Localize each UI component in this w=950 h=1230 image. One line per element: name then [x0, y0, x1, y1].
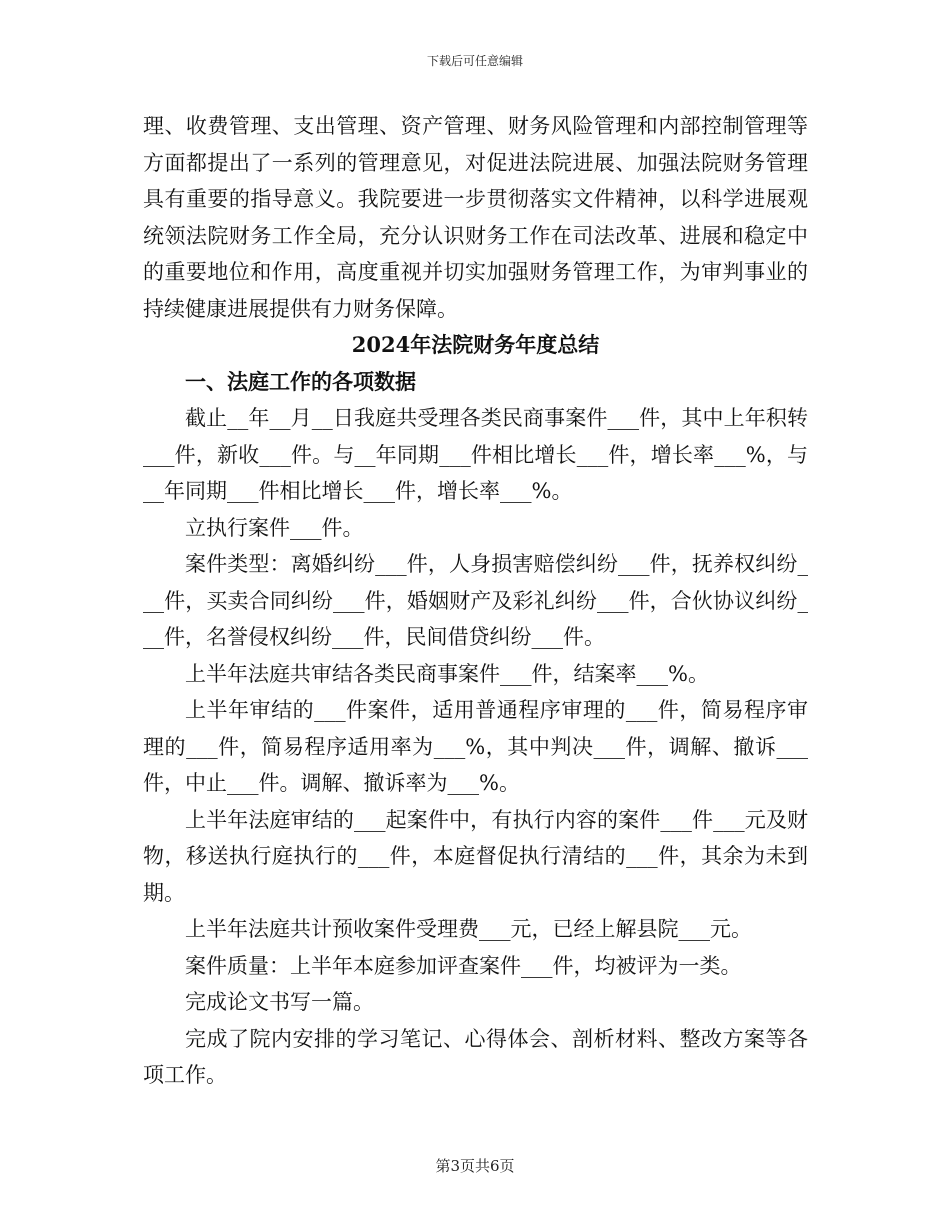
- intro-paragraph: 理、收费管理、支出管理、资产管理、财务风险管理和内部控制管理等方面都提出了一系列的管理意见，对促进法院进展、加强法院财务管理具有重要的指导意义。我院要进一步贯彻落实文件精神，以科学进展观统领法院财务工作全局，充分认识财务工作在司法改革、进展和稳定中的重要地位和作用，高度重视并切实加强财务管理工作，为审判事业的持续健康进展提供有力财务保障。: [143, 114, 808, 321]
- paragraph-case-statistics: 截止__年__月__日我庭共受理各类民商事案件___件，其中上年积转___件，新收___件。与__年同期___件相比增长___件，增长率___%，与__年同期___件相比增长___件，增长率___%。: [143, 406, 808, 503]
- paragraph-execution-content: 上半年法庭审结的___起案件中，有执行内容的案件___件___元及财物，移送执行庭执行的___件，本庭督促执行清结的___件，其余为未到期。: [143, 807, 808, 905]
- paragraph-procedure-stats: 上半年审结的___件案件，适用普通程序审理的___件，简易程序审理的___件，简易程序适用率为___%，其中判决___件，调解、撤诉___件，中止___件。调解、撤诉率为___%。: [143, 698, 808, 795]
- paragraph-case-quality: 案件质量：上半年本庭参加评查案件___件，均被评为一类。: [185, 953, 742, 978]
- document-body: [143, 108, 808, 1094]
- paragraph-thesis: 完成论文书写一篇。: [185, 990, 374, 1014]
- paragraph-study-work: 完成了院内安排的学习笔记、心得体会、剖析材料、整改方案等各项工作。: [143, 1026, 808, 1087]
- page-header: 下载后可任意编辑: [426, 54, 523, 68]
- paragraph-fees: 上半年法庭共计预收案件受理费___元，已经上解县院___元。: [185, 917, 752, 941]
- paragraph-case-types: 案件类型：离婚纠纷___件，人身损害赔偿纠纷___件，抚养权纠纷___件，买卖合同纠纷___件，婚姻财产及彩礼纠纷___件，合伙协议纠纷___件，名誉侵权纠纷___件，民间借贷纠纷___件。: [143, 552, 808, 649]
- page-number: 第3页共6页: [435, 1157, 515, 1175]
- paragraph-closure-rate: 上半年法庭共审结各类民商事案件___件，结案率___%。: [185, 661, 709, 686]
- document-title: 2024年法院财务年度总结: [351, 332, 600, 357]
- paragraph-execution-cases: 立执行案件___件。: [185, 515, 364, 540]
- section-heading: 一、法庭工作的各项数据: [185, 368, 416, 394]
